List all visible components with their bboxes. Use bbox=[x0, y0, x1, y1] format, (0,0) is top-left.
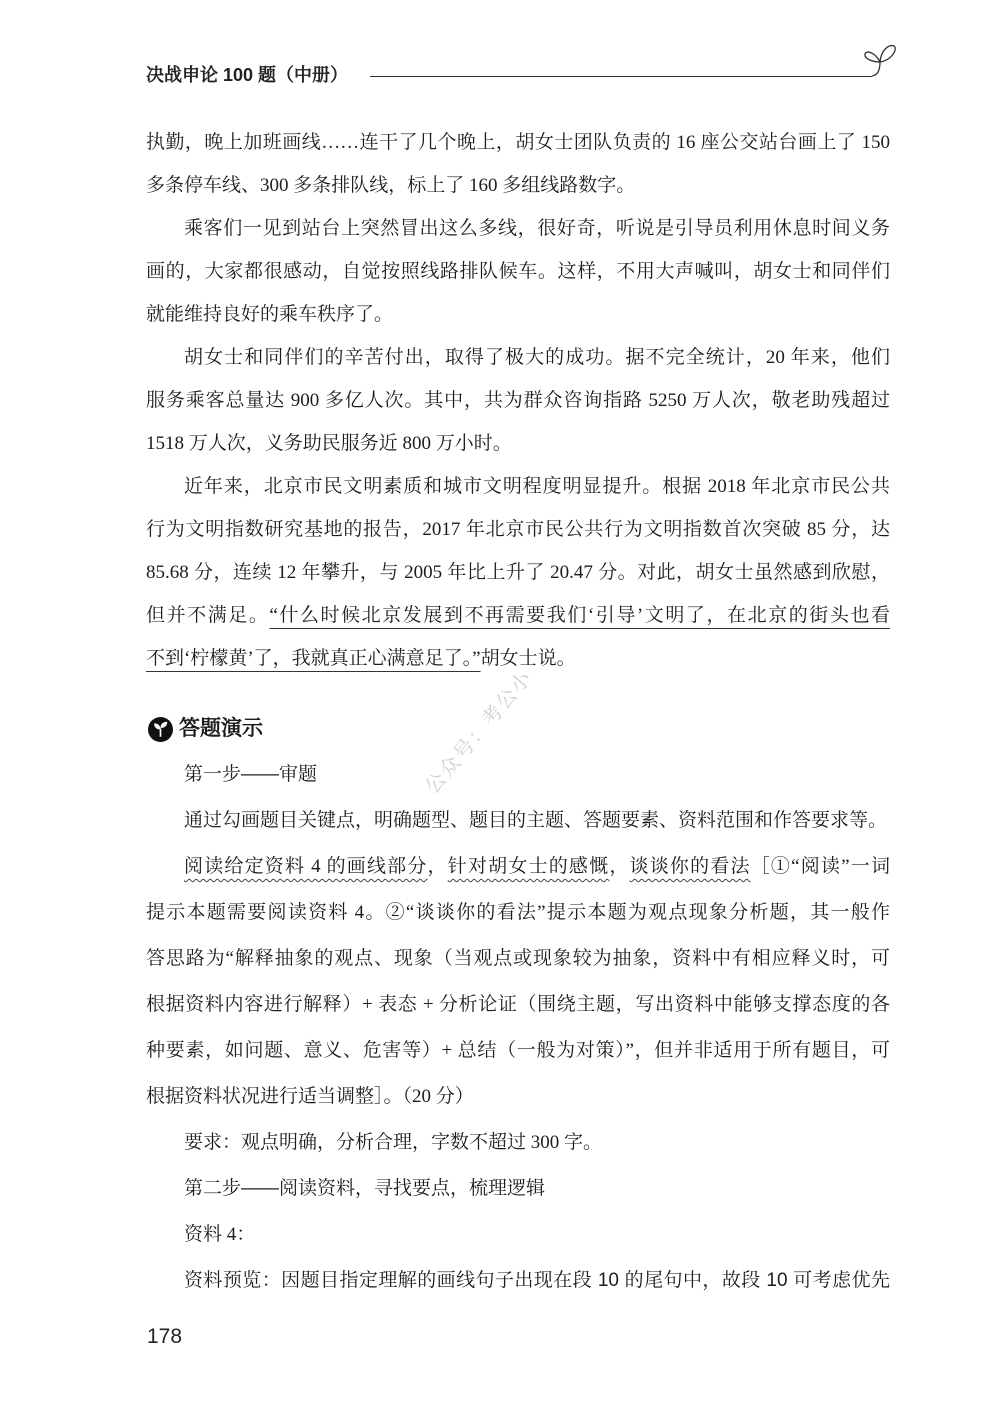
text-segment: 种要素，如问题、意义、危害等）+ 总结（一般为对策）”，但并非适用于所有题目，可 bbox=[146, 1040, 890, 1061]
material-paragraph bbox=[146, 465, 890, 680]
text-line bbox=[146, 422, 890, 465]
text-line bbox=[146, 508, 890, 551]
text-segment: 多条停车线、300 多条排队线，标上了 160 多组线路数字。 bbox=[146, 175, 636, 196]
text-segment: ， bbox=[609, 856, 630, 877]
text-segment: 根据资料内容进行解释）+ 表态 + 分析论证（围绕主题，写出资料中能够支撑态度的各 bbox=[146, 994, 890, 1015]
material-paragraph bbox=[146, 336, 890, 465]
running-header-title: 决战申论 100 题（中册） bbox=[146, 65, 349, 85]
answer-paragraph bbox=[146, 798, 890, 844]
text-line bbox=[146, 844, 890, 890]
answer-paragraph bbox=[146, 1166, 890, 1212]
answer-paragraph bbox=[146, 1212, 890, 1258]
underlined-text: 不到‘柠檬黄’了，我就真正心满意足了。” bbox=[146, 648, 481, 669]
text-line bbox=[146, 752, 890, 798]
text-segment: 85.68 分，连续 12 年攀升，与 2005 年比上升了 20.47 分。对此，胡女士虽然感到欣慰， bbox=[146, 562, 890, 583]
text-segment: 资料 4： bbox=[184, 1224, 256, 1245]
text-segment: 通过勾画题目关键点，明确题型、题目的主题、答题要素、资料范围和作答要求等。 bbox=[184, 810, 888, 831]
text-segment: 根据资料状况进行适当调整］。（20 分） bbox=[146, 1086, 474, 1107]
material-paragraph bbox=[146, 207, 890, 336]
text-segment: 近年来，北京市民文明素质和城市文明程度明显提升。根据 2018 年北京市民公共 bbox=[184, 476, 890, 497]
text-segment: 乘客们一见到站台上突然冒出这么多线，很好奇，听说是引导员利用休息时间义务 bbox=[184, 218, 890, 239]
answer-paragraph bbox=[146, 1258, 890, 1304]
text-segment: 第二步——阅读资料，寻找要点，梳理逻辑 bbox=[184, 1178, 546, 1199]
text-segment: 行为文明指数研究基地的报告，2017 年北京市民公共行为文明指数首次突破 85 分，达 bbox=[146, 519, 890, 540]
text-segment: 胡女士和同伴们的辛苦付出，取得了极大的成功。据不完全统计，20 年来，他们 bbox=[184, 347, 890, 368]
text-line bbox=[146, 1212, 890, 1258]
answer-blocks bbox=[146, 752, 890, 1304]
text-segment: ， bbox=[427, 856, 448, 877]
material-text bbox=[146, 121, 890, 680]
text-segment: 资料预览：因题目指定理解的画线句子出现在段 10 的尾句中，故段 10 可考虑优先 bbox=[184, 1270, 890, 1291]
text-line bbox=[146, 1166, 890, 1212]
text-line bbox=[146, 594, 890, 637]
text-line bbox=[146, 465, 890, 508]
text-line bbox=[146, 551, 890, 594]
text-segment: 画的，大家都很感动，自觉按照线路排队候车。这样，不用大声喊叫，胡女士和同伴们 bbox=[146, 261, 890, 282]
text-segment: 胡女士说。 bbox=[480, 648, 576, 669]
page-number: 178 bbox=[147, 1325, 183, 1348]
header-rule bbox=[370, 76, 872, 77]
text-line bbox=[146, 936, 890, 982]
watermark: 公众号：考公小 bbox=[421, 666, 538, 799]
underlined-text: “什么时候北京发展到不再需要我们‘引导’文明了，在北京的街头也看 bbox=[269, 605, 890, 626]
material-paragraph bbox=[146, 121, 890, 207]
text-line bbox=[146, 121, 890, 164]
section-heading bbox=[146, 706, 890, 752]
text-line bbox=[146, 890, 890, 936]
text-line bbox=[146, 1258, 890, 1304]
text-segment: ［①“阅读”一词 bbox=[750, 856, 890, 877]
text-line bbox=[146, 250, 890, 293]
text-line bbox=[146, 293, 890, 336]
sprout-icon bbox=[856, 38, 900, 80]
text-segment: 要求：观点明确，分析合理，字数不超过 300 字。 bbox=[184, 1132, 603, 1153]
text-line bbox=[146, 207, 890, 250]
wavy-underlined-keyword: 阅读给定资料 4 的画线部分 bbox=[184, 856, 428, 877]
text-segment: 答思路为“解释抽象的观点、现象（当观点或现象较为抽象，资料中有相应释义时，可 bbox=[146, 948, 890, 969]
text-segment: 但并不满足。 bbox=[146, 605, 270, 626]
answer-paragraph bbox=[146, 844, 890, 1120]
text-segment: 执勤，晚上加班画线……连干了几个晚上，胡女士团队负责的 16 座公交站台画上了 150 bbox=[146, 132, 890, 153]
text-segment: 就能维持良好的乘车秩序了。 bbox=[146, 304, 394, 325]
answer-paragraph bbox=[146, 1120, 890, 1166]
text-segment: 1518 万人次，义务助民服务近 800 万小时。 bbox=[146, 433, 512, 454]
text-line bbox=[146, 336, 890, 379]
text-line bbox=[146, 1074, 890, 1120]
section-title: 答题演示 bbox=[179, 717, 263, 740]
text-line bbox=[146, 1028, 890, 1074]
text-segment: 第一步——审题 bbox=[184, 764, 318, 785]
answer-section bbox=[146, 706, 890, 1304]
text-line bbox=[146, 982, 890, 1028]
answer-paragraph bbox=[146, 752, 890, 798]
leaf-circle-icon bbox=[148, 717, 173, 742]
text-segment: 服务乘客总量达 900 多亿人次。其中，共为群众咨询指路 5250 万人次，敬老助残超过 bbox=[146, 390, 890, 411]
text-line bbox=[146, 1120, 890, 1166]
text-line bbox=[146, 379, 890, 422]
text-line bbox=[146, 798, 890, 844]
wavy-underlined-keyword: 谈谈你的看法 bbox=[629, 856, 751, 877]
text-segment: 提示本题需要阅读资料 4。②“谈谈你的看法”提示本题为观点现象分析题，其一般作 bbox=[146, 902, 890, 923]
text-line bbox=[146, 164, 890, 207]
wavy-underlined-keyword: 针对胡女士的感慨 bbox=[447, 856, 610, 877]
